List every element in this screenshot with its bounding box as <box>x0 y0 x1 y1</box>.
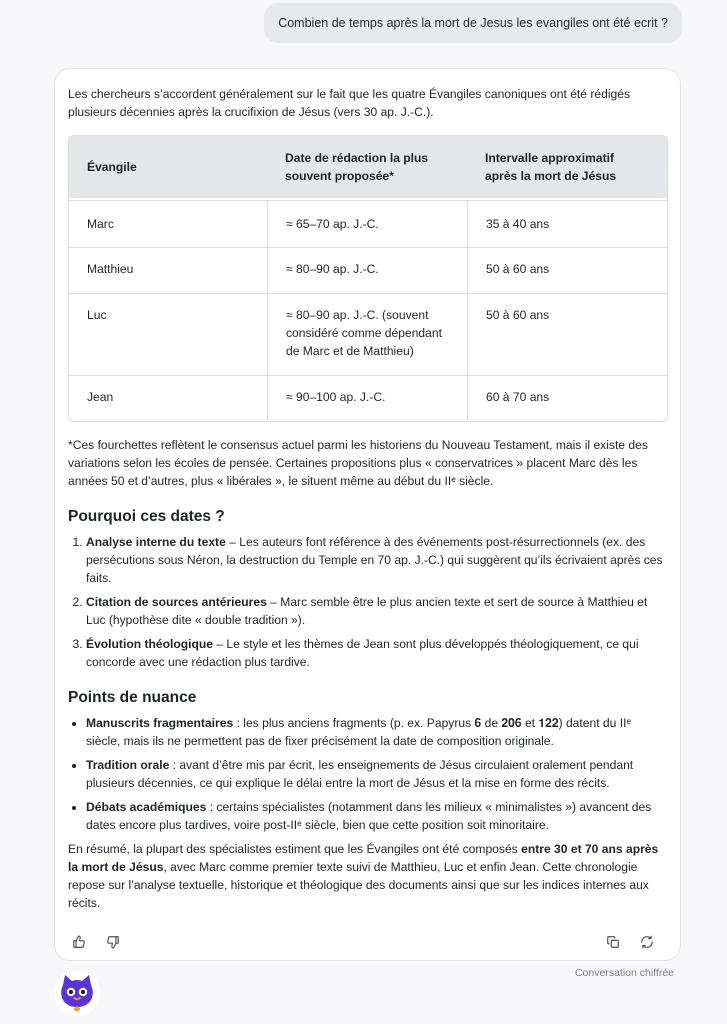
cat-mascot-icon <box>55 971 99 1015</box>
gospels-table <box>68 135 668 422</box>
list-item-title: Débats académiques <box>86 800 207 814</box>
list-item <box>86 635 667 671</box>
reasons-list <box>68 533 667 671</box>
list-item-title: Tradition orale <box>86 758 170 772</box>
table-cell: ≈ 90–100 ap. J.-C. <box>267 375 467 421</box>
table-cell: Jean <box>69 375 267 421</box>
table-row <box>69 247 667 293</box>
table-header-row <box>69 136 667 200</box>
table-cell: ≈ 80–90 ap. J.-C. (souvent considéré comme dépendant de Marc et de Matthieu) <box>267 293 467 375</box>
table-cell: Matthieu <box>69 247 267 293</box>
list-item <box>86 714 667 750</box>
user-message-text: Combien de temps après la mort de Jesus les evangiles ont été ecrit ? <box>278 16 668 30</box>
table-header-cell: Date de rédaction la plus souvent proposée* <box>267 136 467 200</box>
table-cell: 35 à 40 ans <box>467 200 667 247</box>
table-cell: Luc <box>69 293 267 375</box>
list-item <box>86 798 667 834</box>
assistant-answer-card <box>54 68 681 961</box>
table-cell: Marc <box>69 200 267 247</box>
table-header-cell: Évangile <box>69 136 267 200</box>
list-item-title: Analyse interne du texte <box>86 535 226 549</box>
section-heading-why: Pourquoi ces dates ? <box>68 508 225 525</box>
table-cell: 50 à 60 ans <box>467 293 667 375</box>
list-item-text: – Le style et les thèmes de Jean sont plus développés théologiquement, ce qui concorde avec une rédaction plus tardive. <box>86 637 639 669</box>
message-actions <box>71 934 664 950</box>
summary-text-after: , avec Marc comme premier texte suivi de Matthieu, Luc et enfin Jean. Cette chronologie repose sur l’analyse textuelle, historique et théologique des documents ainsi que sur les indices internes aux récits. <box>68 860 649 910</box>
list-item-title: Citation de sources antérieures <box>86 595 267 609</box>
thumbs-up-icon[interactable] <box>71 934 87 950</box>
summary-text-before: En résumé, la plupart des spécialistes estiment que les Évangiles ont été composés <box>68 842 522 856</box>
table-header-cell: Intervalle approximatif après la mort de Jésus <box>467 136 667 200</box>
table-row <box>69 200 667 247</box>
answer-summary <box>68 840 667 912</box>
list-item-title: Évolution théologique <box>86 637 213 651</box>
list-item <box>86 756 667 792</box>
list-item-text: : certains spécialistes (notamment dans les milieux « minimalistes ») avancent des dates encore plus tardives, voire post-IIᵉ siècle, bien que cette position soit minoritaire. <box>86 800 652 832</box>
user-message-bubble <box>264 3 682 43</box>
table-cell: ≈ 80–90 ap. J.-C. <box>267 247 467 293</box>
table-cell: 60 à 70 ans <box>467 375 667 421</box>
refresh-icon[interactable] <box>639 934 655 950</box>
list-item-text: – Marc semble être le plus ancien texte et sert de source à Matthieu et Luc (hypothèse dite « double tradition »). <box>86 595 648 627</box>
assistant-avatar <box>54 970 100 1016</box>
table-cell: ≈ 65–70 ap. J.-C. <box>267 200 467 247</box>
list-item-title: Manuscrits fragmentaires <box>86 716 234 730</box>
list-item <box>86 533 667 587</box>
table-row <box>69 375 667 421</box>
nuance-list <box>68 714 667 834</box>
table-footnote: *Ces fourchettes reflètent le consensus actuel parmi les historiens du Nouveau Testament, mais il existe des variations selon les écoles de pensée. Certaines propositions plus « conservatrices » placent Marc dès les années 50 et d’autres, plus « libérales », le situent même au début du IIᵉ siècle. <box>68 438 648 488</box>
list-item-text: : avant d’être mis par écrit, les enseignements de Jésus circulaient oralement pendant plusieurs décennies, ce qui explique le délai entre la mort de Jésus et la mise en forme des récits. <box>86 758 634 790</box>
encrypted-conversation-label: Conversation chiffrée <box>574 967 674 979</box>
table-row <box>69 293 667 375</box>
list-item <box>86 593 667 629</box>
answer-intro: Les chercheurs s’accordent généralement sur le fait que les quatre Évangiles canoniques ont été rédigés plusieurs décennies après la crucifixion de Jésus (vers 30 ap. J.-C.). <box>68 87 631 119</box>
summary-text-bold: entre 30 et 70 ans après la mort de Jésus <box>68 842 659 874</box>
thumbs-down-icon[interactable] <box>105 934 121 950</box>
list-item-text: – Les auteurs font référence à des événements post-résurrectionnels (ex. des persécutions sous Néron, la destruction du Temple en 70 ap. J.-C.) qui suggèrent qu’ils écrivaient après ces faits. <box>86 535 663 585</box>
copy-icon[interactable] <box>605 934 621 950</box>
section-heading-nuance: Points de nuance <box>68 689 197 706</box>
table-cell: 50 à 60 ans <box>467 247 667 293</box>
list-item-text: : les plus anciens fragments (p. ex. Papyrus 𝟔 de 𝟐𝟎𝟔 et 𝟏𝟐𝟐) datent du IIᵉ siècle, mais ils ne permettent pas de fixer précisément la date de composition originale. <box>86 716 631 748</box>
